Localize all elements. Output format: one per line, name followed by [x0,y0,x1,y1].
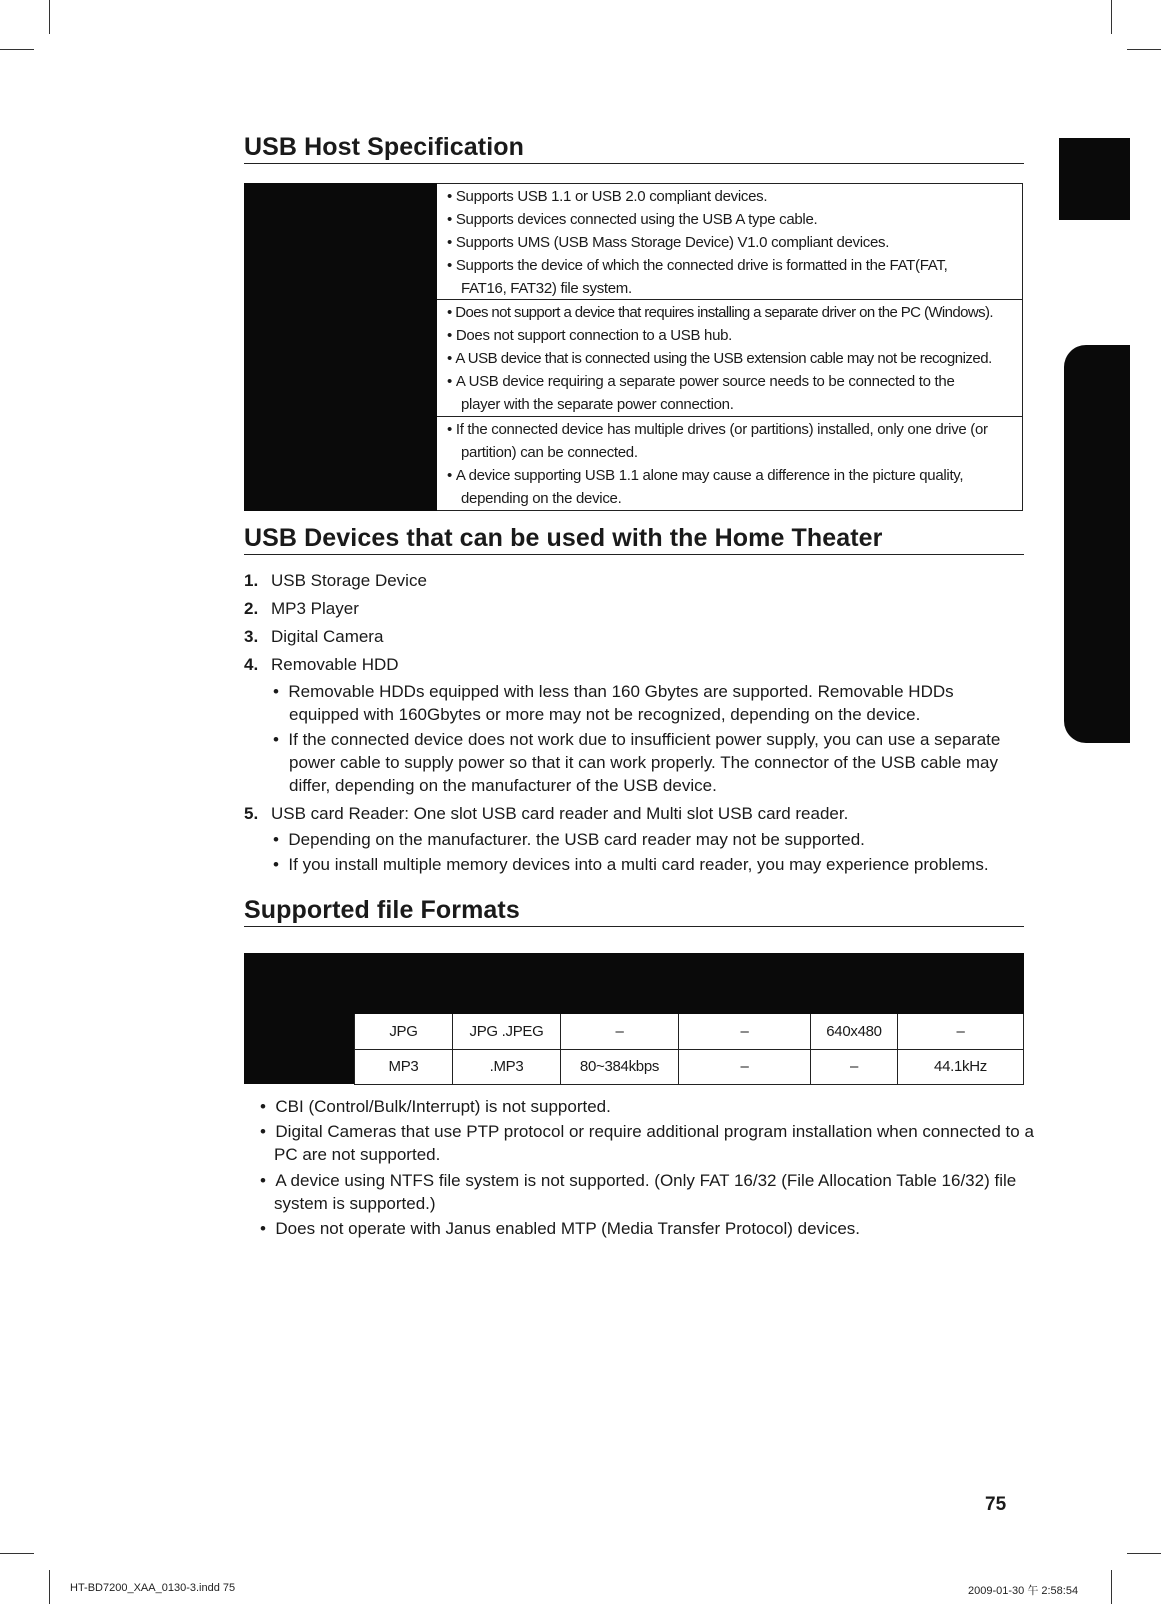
item-number: 3. [244,627,259,646]
crop-mark [49,1570,50,1604]
footer-filename: HT-BD7200_XAA_0130-3.indd 75 [70,1582,236,1594]
spec-bullet: • If the connected device has multiple drives (or partitions) installed, only one drive (or partition) can be connected. [447,418,1022,464]
spec-bullet: • Supports devices connected using the USB A type cable. [447,208,1022,231]
spec-label-column [244,183,437,511]
item-text: USB card Reader: One slot USB card reader and Multi slot USB card reader. [271,804,849,823]
table-cell: JPG [354,1014,452,1049]
table-cell: 640x480 [810,1014,897,1049]
crop-mark [0,1553,34,1554]
page-number: 75 [985,1494,1007,1515]
formats-label-column [244,1014,354,1084]
spec-bullet: • A device supporting USB 1.1 alone may cause a difference in the picture quality, depending on the device. [447,464,1022,510]
table-cell: 80~384kbps [560,1049,678,1084]
list-item [244,653,399,676]
section-tab [1064,345,1130,743]
item-text: Digital Camera [271,627,384,646]
formats-title: Supported file Formats [244,897,1024,927]
table-cell: – [678,1049,810,1084]
format-note: • A device using NTFS file system is not supported. (Only FAT 16/32 (File Allocation Table 16/32) file system is supported.) [260,1169,1039,1215]
spec-bullet: • A USB device that is connected using the USB extension cable may not be recognized. [447,347,1022,370]
table-cell: MP3 [354,1049,452,1084]
item-number: 2. [244,599,259,618]
table-row [354,1049,1024,1085]
item-number: 5. [244,804,259,823]
crop-mark [1127,1553,1161,1554]
list-item [244,625,383,648]
formats-table [244,953,1024,1084]
format-note: • Does not operate with Janus enabled MTP (Media Transfer Protocol) devices. [260,1217,1039,1240]
usb-host-spec-table [244,183,1024,511]
item-text: MP3 Player [271,599,359,618]
item-text: USB Storage Device [271,571,427,590]
spec-bullet: • Does not support connection to a USB hub. [447,324,1022,347]
table-cell: – [897,1014,1024,1049]
crop-mark [1111,1570,1112,1604]
hdd-note: • If the connected device does not work due to insufficient power supply, you can use a separate power cable to supply power so that it can work properly. The connector of the USB cable may differ, depending on the manufacturer of the USB device. [273,728,1039,797]
list-item [244,597,359,620]
crop-mark [1127,49,1161,50]
hdd-note: • Removable HDDs equipped with less than 160 Gbytes are supported. Removable HDDs equipped with 160Gbytes or more may not be recognized, depending on the device. [273,680,989,726]
spec-bullet: • Supports the device of which the connected drive is formatted in the FAT(FAT, FAT16, FAT32) file system. [447,254,1022,300]
card-reader-note: • Depending on the manufacturer. the USB card reader may not be supported. [273,828,1039,851]
spec-bullet: • A USB device requiring a separate power source needs to be connected to the player with the separate power connection. [447,370,1022,416]
table-cell: .MP3 [452,1049,560,1084]
spec-bullet: • Supports USB 1.1 or USB 2.0 compliant devices. [447,185,1022,208]
spec-bullet: • Supports UMS (USB Mass Storage Device) V1.0 compliant devices. [447,231,1022,254]
list-item [244,569,427,592]
spec-cell-supported [437,183,1023,300]
table-cell: – [678,1014,810,1049]
usb-devices-title: USB Devices that can be used with the Home Theater [244,525,1024,555]
format-note: • Digital Cameras that use PTP protocol or require additional program installation when connected to a PC are not supported. [260,1120,1039,1166]
spec-cell-unsupported [437,300,1023,417]
spec-bullet: • Does not support a device that requires installing a separate driver on the PC (Windows). [447,301,1022,324]
list-item [244,802,848,825]
format-note: • CBI (Control/Bulk/Interrupt) is not supported. [260,1095,1039,1118]
item-number: 1. [244,571,259,590]
crop-mark [49,0,50,34]
crop-mark [1111,0,1112,34]
table-row [354,1014,1024,1050]
formats-table-header [244,953,1024,1014]
item-text: Removable HDD [271,655,399,674]
table-cell: – [560,1014,678,1049]
card-reader-note: • If you install multiple memory devices into a multi card reader, you may experience problems. [273,853,1039,876]
item-number: 4. [244,655,259,674]
table-cell: 44.1kHz [897,1049,1024,1084]
spec-cell-notes [437,417,1023,511]
chapter-tab [1059,138,1130,220]
usb-host-spec-title: USB Host Specification [244,134,1024,164]
table-cell: JPG .JPEG [452,1014,560,1049]
crop-mark [0,49,34,50]
table-cell: – [810,1049,897,1084]
footer-timestamp: 2009-01-30 午 2:58:54 [968,1585,1079,1597]
